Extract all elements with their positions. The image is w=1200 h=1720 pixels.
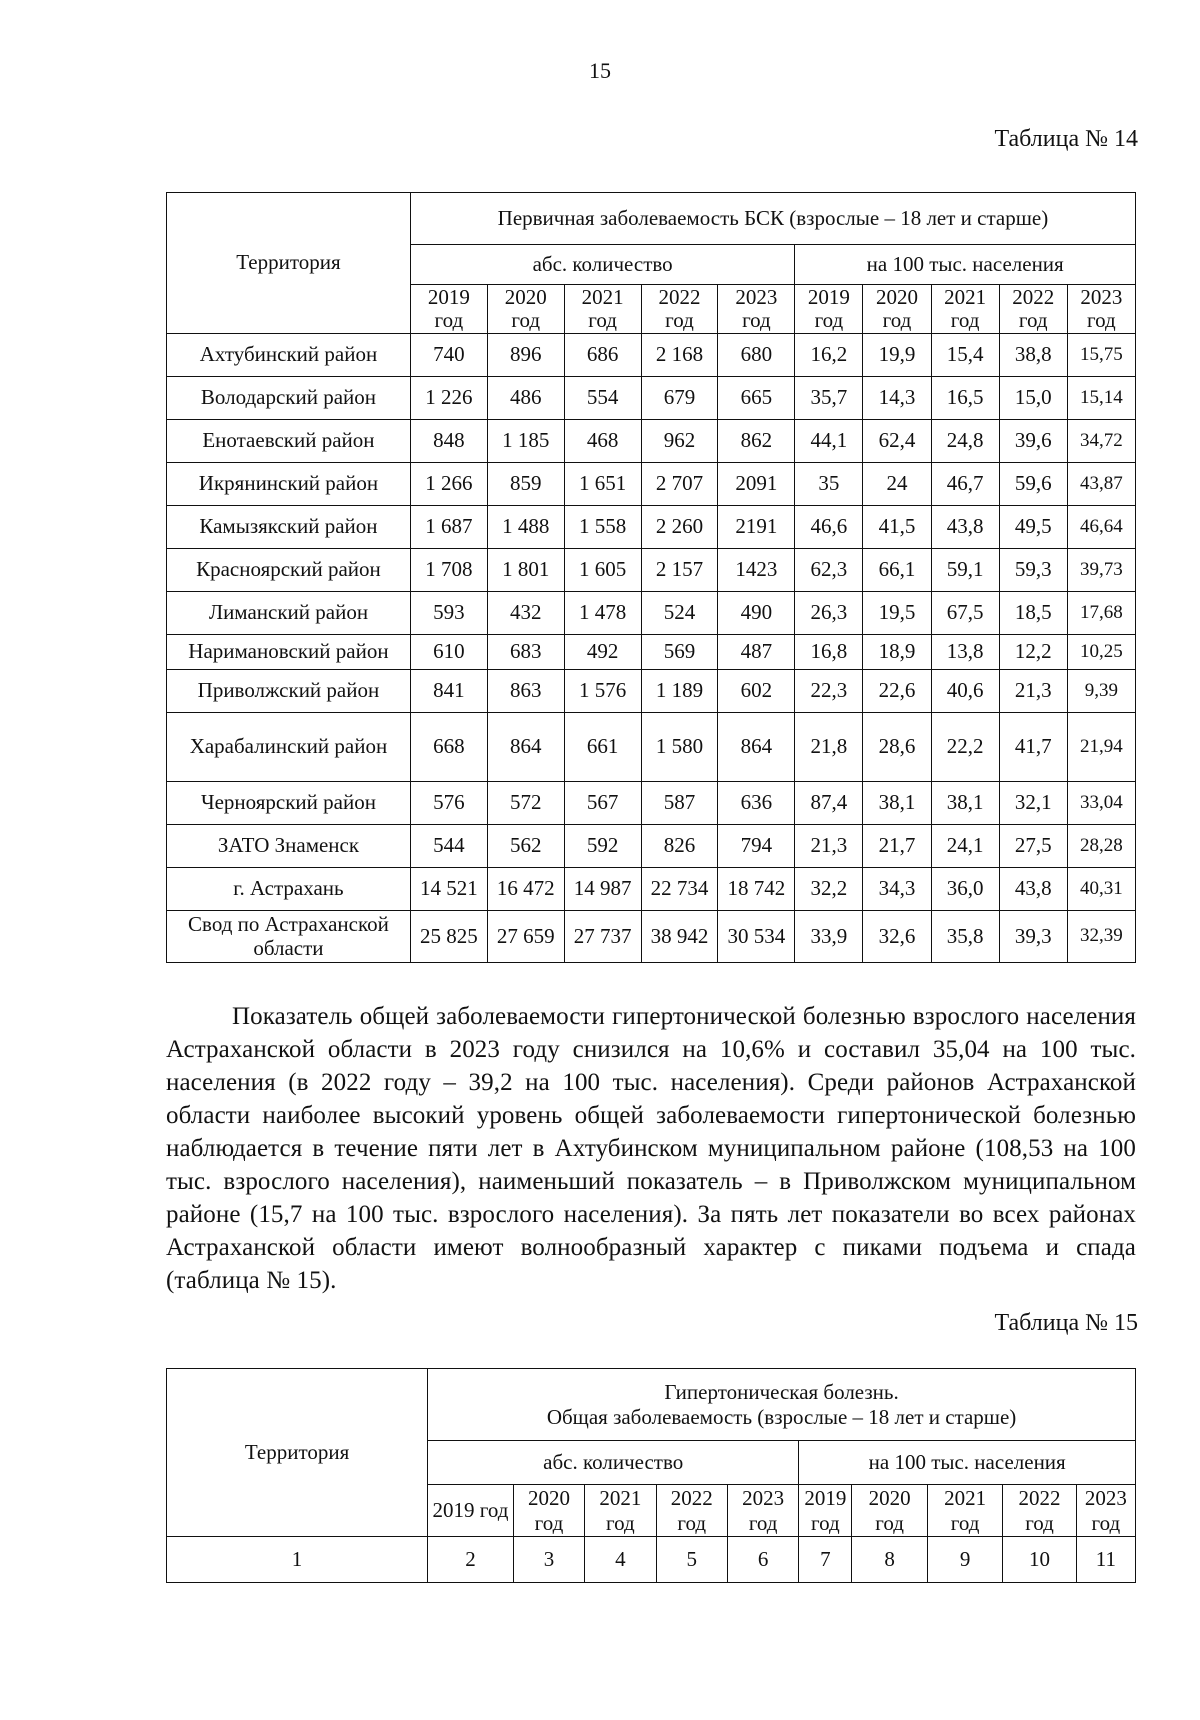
value-cell: 432 [487, 592, 564, 635]
value-cell: 18,5 [999, 592, 1067, 635]
year-header: 2020 год [863, 285, 931, 334]
value-cell: 1423 [718, 549, 795, 592]
value-cell: 33,04 [1067, 782, 1135, 825]
value-cell: 24 [863, 463, 931, 506]
value-cell: 679 [641, 377, 718, 420]
value-cell: 35,8 [931, 911, 999, 963]
value-cell: 576 [410, 782, 487, 825]
value-cell: 15,75 [1067, 334, 1135, 377]
value-cell: 524 [641, 592, 718, 635]
year-header: 2023 год [718, 285, 795, 334]
value-cell: 41,5 [863, 506, 931, 549]
value-cell: 15,0 [999, 377, 1067, 420]
value-cell: 554 [564, 377, 641, 420]
value-cell: 896 [487, 334, 564, 377]
value-cell: 62,4 [863, 420, 931, 463]
value-cell: 794 [718, 825, 795, 868]
territory-cell: Камызякский район [167, 506, 411, 549]
page-number: 15 [589, 58, 611, 83]
value-cell: 1 488 [487, 506, 564, 549]
value-cell: 16,8 [795, 635, 863, 670]
value-cell: 22 734 [641, 868, 718, 911]
table-row [167, 592, 1136, 635]
value-cell: 2 168 [641, 334, 718, 377]
value-cell: 66,1 [863, 549, 931, 592]
value-cell: 12,2 [999, 635, 1067, 670]
value-cell: 1 478 [564, 592, 641, 635]
value-cell: 33,9 [795, 911, 863, 963]
value-cell: 490 [718, 592, 795, 635]
territory-cell: Харабалинский район [167, 713, 411, 782]
value-cell: 567 [564, 782, 641, 825]
value-cell: 2 707 [641, 463, 718, 506]
value-cell: 1 185 [487, 420, 564, 463]
value-cell: 2 260 [641, 506, 718, 549]
value-cell: 49,5 [999, 506, 1067, 549]
column-number-cell: 4 [585, 1537, 656, 1583]
value-cell: 862 [718, 420, 795, 463]
value-cell: 87,4 [795, 782, 863, 825]
value-cell: 593 [410, 592, 487, 635]
rate-header: на 100 тыс. населения [799, 1441, 1136, 1485]
value-cell: 686 [564, 334, 641, 377]
value-cell: 1 576 [564, 670, 641, 713]
value-cell: 1 708 [410, 549, 487, 592]
value-cell: 1 226 [410, 377, 487, 420]
value-cell: 21,3 [999, 670, 1067, 713]
value-cell: 668 [410, 713, 487, 782]
value-cell: 492 [564, 635, 641, 670]
value-cell: 43,8 [931, 506, 999, 549]
value-cell: 1 605 [564, 549, 641, 592]
value-cell: 36,0 [931, 868, 999, 911]
value-cell: 592 [564, 825, 641, 868]
value-cell: 38,1 [931, 782, 999, 825]
value-cell: 14 987 [564, 868, 641, 911]
value-cell: 28,6 [863, 713, 931, 782]
territory-cell: Наримановский район [167, 635, 411, 670]
value-cell: 1 266 [410, 463, 487, 506]
value-cell: 10,25 [1067, 635, 1135, 670]
value-cell: 16,5 [931, 377, 999, 420]
territory-cell: ЗАТО Знаменск [167, 825, 411, 868]
abs-count-header: абс. количество [410, 245, 794, 285]
value-cell: 39,6 [999, 420, 1067, 463]
value-cell: 28,28 [1067, 825, 1135, 868]
value-cell: 22,3 [795, 670, 863, 713]
main-header [428, 1369, 1136, 1441]
value-cell: 59,3 [999, 549, 1067, 592]
value-cell: 38,8 [999, 334, 1067, 377]
value-cell: 22,2 [931, 713, 999, 782]
value-cell: 2091 [718, 463, 795, 506]
territory-header: Территория [167, 1369, 428, 1537]
territory-cell: Красноярский район [167, 549, 411, 592]
value-cell: 41,7 [999, 713, 1067, 782]
value-cell: 25 825 [410, 911, 487, 963]
value-cell: 13,8 [931, 635, 999, 670]
value-cell: 602 [718, 670, 795, 713]
territory-header: Территория [167, 193, 411, 334]
value-cell: 27 659 [487, 911, 564, 963]
column-number-cell: 3 [513, 1537, 584, 1583]
value-cell: 39,73 [1067, 549, 1135, 592]
value-cell: 27 737 [564, 911, 641, 963]
value-cell: 35 [795, 463, 863, 506]
value-cell: 46,7 [931, 463, 999, 506]
column-number-cell: 1 [167, 1537, 428, 1583]
value-cell: 32,39 [1067, 911, 1135, 963]
year-header: 2023 год [1067, 285, 1135, 334]
abs-count-header: абс. количество [428, 1441, 799, 1485]
rate-header: на 100 тыс. населения [795, 245, 1136, 285]
value-cell: 14,3 [863, 377, 931, 420]
value-cell: 826 [641, 825, 718, 868]
value-cell: 39,3 [999, 911, 1067, 963]
value-cell: 27,5 [999, 825, 1067, 868]
table-row [167, 713, 1136, 782]
column-number-cell: 9 [927, 1537, 1002, 1583]
value-cell: 9,39 [1067, 670, 1135, 713]
value-cell: 30 534 [718, 911, 795, 963]
territory-cell: Свод по Астраханской области [167, 911, 411, 963]
table-row [167, 420, 1136, 463]
value-cell: 18,9 [863, 635, 931, 670]
table-row [167, 334, 1136, 377]
table-row [167, 635, 1136, 670]
year-header: 2022 год [999, 285, 1067, 334]
value-cell: 1 558 [564, 506, 641, 549]
value-cell: 1 651 [564, 463, 641, 506]
value-cell: 1 189 [641, 670, 718, 713]
value-cell: 21,3 [795, 825, 863, 868]
year-header: 2022 год [1003, 1485, 1076, 1537]
value-cell: 572 [487, 782, 564, 825]
table-row [167, 463, 1136, 506]
value-cell: 59,1 [931, 549, 999, 592]
year-header: 2021 год [585, 1485, 656, 1537]
value-cell: 680 [718, 334, 795, 377]
value-cell: 863 [487, 670, 564, 713]
value-cell: 15,14 [1067, 377, 1135, 420]
table-row [167, 377, 1136, 420]
value-cell: 486 [487, 377, 564, 420]
territory-cell: г. Астрахань [167, 868, 411, 911]
value-cell: 19,9 [863, 334, 931, 377]
value-cell: 21,7 [863, 825, 931, 868]
value-cell: 859 [487, 463, 564, 506]
value-cell: 43,8 [999, 868, 1067, 911]
value-cell: 21,8 [795, 713, 863, 782]
territory-cell: Ахтубинский район [167, 334, 411, 377]
year-header: 2022 год [641, 285, 718, 334]
value-cell: 59,6 [999, 463, 1067, 506]
territory-cell: Черноярский район [167, 782, 411, 825]
value-cell: 610 [410, 635, 487, 670]
value-cell: 32,6 [863, 911, 931, 963]
table-row [167, 506, 1136, 549]
value-cell: 17,68 [1067, 592, 1135, 635]
value-cell: 40,31 [1067, 868, 1135, 911]
year-header: 2023 год [1076, 1485, 1135, 1537]
territory-cell: Лиманский район [167, 592, 411, 635]
column-number-cell: 8 [852, 1537, 927, 1583]
year-header: 2019 год [410, 285, 487, 334]
value-cell: 14 521 [410, 868, 487, 911]
value-cell: 34,72 [1067, 420, 1135, 463]
main-header: Первичная заболеваемость БСК (взрослые – 18 лет и старше) [410, 193, 1135, 245]
column-number-cell: 11 [1076, 1537, 1135, 1583]
value-cell: 40,6 [931, 670, 999, 713]
value-cell: 665 [718, 377, 795, 420]
value-cell: 569 [641, 635, 718, 670]
table-14 [166, 192, 1136, 963]
value-cell: 35,7 [795, 377, 863, 420]
value-cell: 15,4 [931, 334, 999, 377]
year-header: 2020 год [852, 1485, 927, 1537]
year-header: 2019 год [799, 1485, 852, 1537]
value-cell: 962 [641, 420, 718, 463]
value-cell: 62,3 [795, 549, 863, 592]
value-cell: 544 [410, 825, 487, 868]
value-cell: 67,5 [931, 592, 999, 635]
table-row [167, 782, 1136, 825]
value-cell: 46,6 [795, 506, 863, 549]
table-15 [166, 1368, 1136, 1583]
table-row [167, 825, 1136, 868]
value-cell: 38,1 [863, 782, 931, 825]
column-number-cell: 7 [799, 1537, 852, 1583]
value-cell: 43,87 [1067, 463, 1135, 506]
year-header: 2023 год [727, 1485, 798, 1537]
value-cell: 18 742 [718, 868, 795, 911]
value-cell: 44,1 [795, 420, 863, 463]
table-14-caption: Таблица № 14 [994, 126, 1138, 152]
value-cell: 740 [410, 334, 487, 377]
value-cell: 21,94 [1067, 713, 1135, 782]
value-cell: 1 687 [410, 506, 487, 549]
territory-cell: Икрянинский район [167, 463, 411, 506]
year-header: 2021 год [927, 1485, 1002, 1537]
year-header: 2020 год [513, 1485, 584, 1537]
value-cell: 26,3 [795, 592, 863, 635]
value-cell: 32,1 [999, 782, 1067, 825]
value-cell: 24,1 [931, 825, 999, 868]
value-cell: 2 157 [641, 549, 718, 592]
value-cell: 661 [564, 713, 641, 782]
year-header: 2021 год [564, 285, 641, 334]
column-number-cell: 2 [428, 1537, 514, 1583]
main-header-line-2: Общая заболеваемость (взрослые – 18 лет и старше) [546, 1404, 1017, 1429]
column-number-cell: 5 [656, 1537, 727, 1583]
value-cell: 32,2 [795, 868, 863, 911]
value-cell: 468 [564, 420, 641, 463]
territory-cell: Володарский район [167, 377, 411, 420]
column-number-cell: 10 [1003, 1537, 1076, 1583]
value-cell: 34,3 [863, 868, 931, 911]
value-cell: 864 [718, 713, 795, 782]
year-header: 2019 год [795, 285, 863, 334]
table-row [167, 911, 1136, 963]
value-cell: 1 580 [641, 713, 718, 782]
value-cell: 487 [718, 635, 795, 670]
value-cell: 683 [487, 635, 564, 670]
year-header: 2019 год [428, 1485, 514, 1537]
year-header: 2020 год [487, 285, 564, 334]
value-cell: 19,5 [863, 592, 931, 635]
table-row [167, 868, 1136, 911]
value-cell: 22,6 [863, 670, 931, 713]
value-cell: 562 [487, 825, 564, 868]
value-cell: 46,64 [1067, 506, 1135, 549]
value-cell: 16 472 [487, 868, 564, 911]
value-cell: 864 [487, 713, 564, 782]
territory-cell: Приволжский район [167, 670, 411, 713]
year-header: 2021 год [931, 285, 999, 334]
territory-cell: Енотаевский район [167, 420, 411, 463]
value-cell: 587 [641, 782, 718, 825]
value-cell: 16,2 [795, 334, 863, 377]
value-cell: 2191 [718, 506, 795, 549]
value-cell: 38 942 [641, 911, 718, 963]
year-header: 2022 год [656, 1485, 727, 1537]
table-row [167, 549, 1136, 592]
value-cell: 848 [410, 420, 487, 463]
body-paragraph: Показатель общей заболеваемости гипертонической болезнью взрослого населения Астраханской области в 2023 году снизился на 10,6% и составил 35,04 на 100 тыс. населения (в 2022 году – 39,2 на 100 тыс. населения). Среди районов Астраханской области наиболее высокий уровень общей заболеваемости гипертонической болезнью наблюдается в течение пяти лет в Ахтубинском муниципальном районе (108,53 на 100 тыс. взрослого населения), наименьший показатель – в Приволжском муниципальном районе (15,7 на 100 тыс. взрослого населения). За пять лет показатели во всех районах Астраханской области имеют волнообразный характер с пиками подъема и спада (таблица № 15). [166, 1003, 1136, 1294]
main-header-line-1: Гипертоническая болезнь. [664, 1380, 899, 1405]
value-cell: 24,8 [931, 420, 999, 463]
column-number-cell: 6 [727, 1537, 798, 1583]
table-15-caption: Таблица № 15 [994, 1310, 1138, 1336]
value-cell: 841 [410, 670, 487, 713]
table-row [167, 670, 1136, 713]
value-cell: 636 [718, 782, 795, 825]
value-cell: 1 801 [487, 549, 564, 592]
